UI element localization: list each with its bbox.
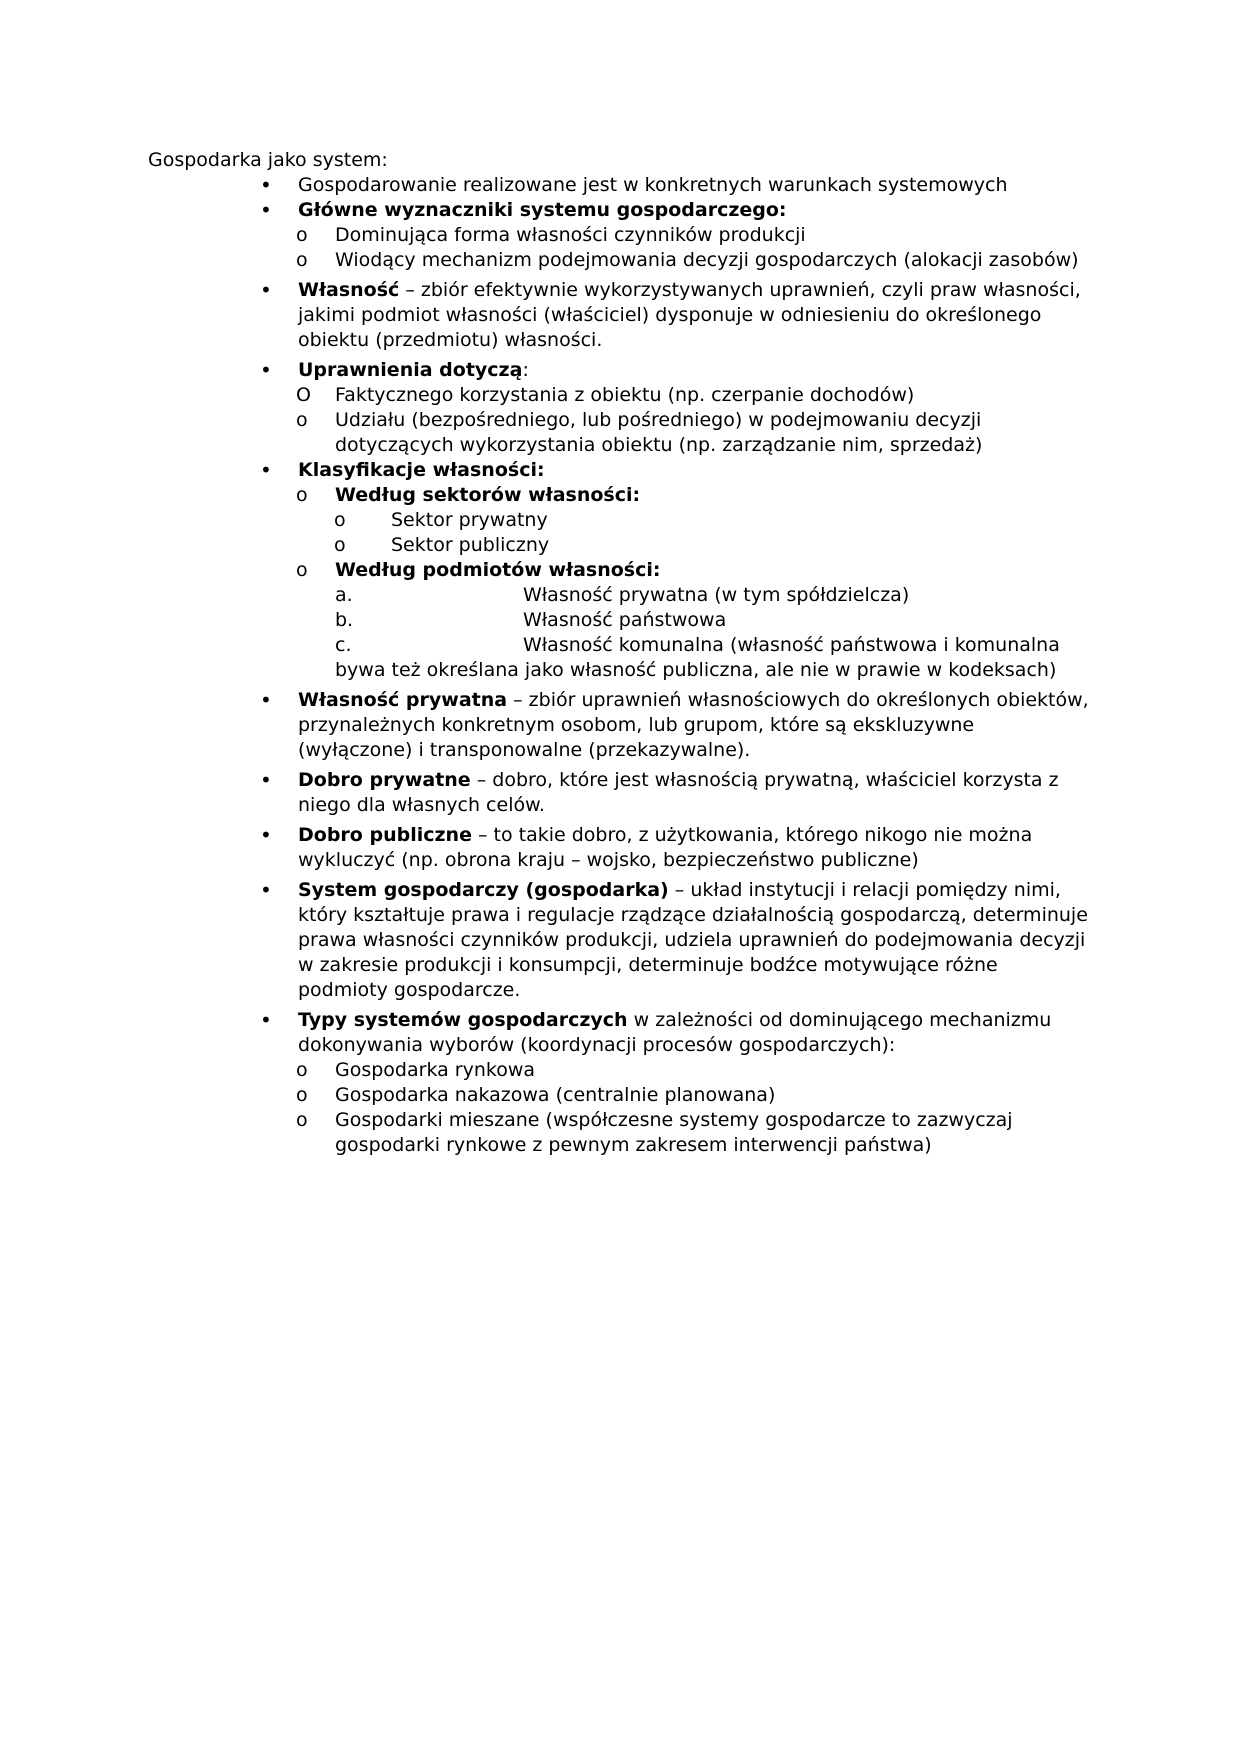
bullet-icon: • [260,878,272,902]
bullet-icon: • [260,768,272,792]
sub-list-item: o Gospodarka nakazowa (centralnie planowana) [296,1084,776,1106]
list-item: • Dobro prywatne – dobro, które jest własnością prywatną, właściciel korzysta z niego dla własnych celów. [260,768,1059,816]
sub-list-item: o Gospodarki mieszane (współczesne systemy gospodarcze to zazwyczaj gospodarki rynkowe z pewnym zakresem interwencji państwa) [296,1109,1013,1156]
bullet-icon: • [260,688,272,712]
list-item: • System gospodarczy (gospodarka) – układ instytucji i relacji pomiędzy nimi, który kształtuje prawa i regulacje rządzące działalnością gospodarczą, determinuje prawa własności czynników produkcji, udziela uprawnień do podejmowania decyzji w zakresie produkcji i konsumpcji, determinuje bodźce motywujące różne podmioty gospodarcze. [260,878,1088,1001]
bullet-icon: • [260,1008,272,1032]
lettered-list-item: b. Własność państwowa [335,609,727,631]
sub-list-item: o Według sektorów własności: [296,484,641,506]
document-body [148,147,1093,1158]
bullet-icon: • [260,198,272,222]
sub-list-item: O Faktycznego korzystania z obiektu (np. czerpanie dochodów) [296,384,915,406]
list-item: • Własność prywatna – zbiór uprawnień własnościowych do określonych obiektów, przynależnych konkretnym osobom, lub grupom, które są ekskluzywne (wyłączone) i transponowalne (przekazywalne). [260,688,1089,761]
sub-sub-list-item: o Sektor prywatny [334,509,548,531]
circle-bullet-icon: o [296,1109,308,1131]
bullet-icon: • [260,358,272,382]
sub-sub-list-item: o Sektor publiczny [334,534,550,556]
list-item: • Gospodarowanie realizowane jest w konkretnych warunkach systemowych [260,173,1008,197]
circle-bullet-icon: O [296,384,311,406]
circle-bullet-icon: o [296,1084,308,1106]
list-item: • Uprawnienia dotyczą: [260,358,529,382]
list-item: • Główne wyznaczniki systemu gospodarczego: [260,198,787,222]
sub-list-item: o Gospodarka rynkowa [296,1059,536,1081]
circle-bullet-icon: o [334,509,346,531]
bullet-icon: • [260,458,272,482]
bullet-icon: • [260,173,272,197]
circle-bullet-icon: o [296,409,308,431]
sub-list-item: o Wiodący mechanizm podejmowania decyzji gospodarczych (alokacji zasobów) [296,249,1079,271]
circle-bullet-icon: o [296,559,308,581]
bullet-icon: • [260,278,272,302]
list-item: • Klasyfikacje własności: [260,458,545,482]
lettered-list-item: c. Własność komunalna (własność państwowa i komunalna bywa też określana jako własność publiczna, ale nie w prawie w kodeksach) [335,634,1060,681]
list-item: • Dobro publiczne – to takie dobro, z użytkowania, którego nikogo nie można wykluczyć (np. obrona kraju – wojsko, bezpieczeństwo publiczne) [260,823,1033,871]
sub-list-item: o Według podmiotów własności: [296,559,661,581]
list-item: • Typy systemów gospodarczych w zależności od dominującego mechanizmu dokonywania wyborów (koordynacji procesów gospodarczych): [260,1008,1052,1056]
document-title: Gospodarka jako system: [148,149,388,171]
circle-bullet-icon: o [334,534,346,556]
bullet-icon: • [260,823,272,847]
lettered-list-item: a. Własność prywatna (w tym spółdzielcza) [335,584,910,606]
sub-list-item: o Udziału (bezpośredniego, lub pośredniego) w podejmowaniu decyzji dotyczących wykorzystania obiektu (np. zarządzanie nim, sprzedaż) [296,409,983,456]
circle-bullet-icon: o [296,224,308,246]
circle-bullet-icon: o [296,249,308,271]
circle-bullet-icon: o [296,484,308,506]
list-item: • Własność – zbiór efektywnie wykorzystywanych uprawnień, czyli praw własności, jakimi podmiot własności (właściciel) dysponuje w odniesieniu do określonego obiektu (przedmiotu) własności. [260,278,1081,351]
sub-list-item: o Dominująca forma własności czynników produkcji [296,224,806,246]
circle-bullet-icon: o [296,1059,308,1081]
